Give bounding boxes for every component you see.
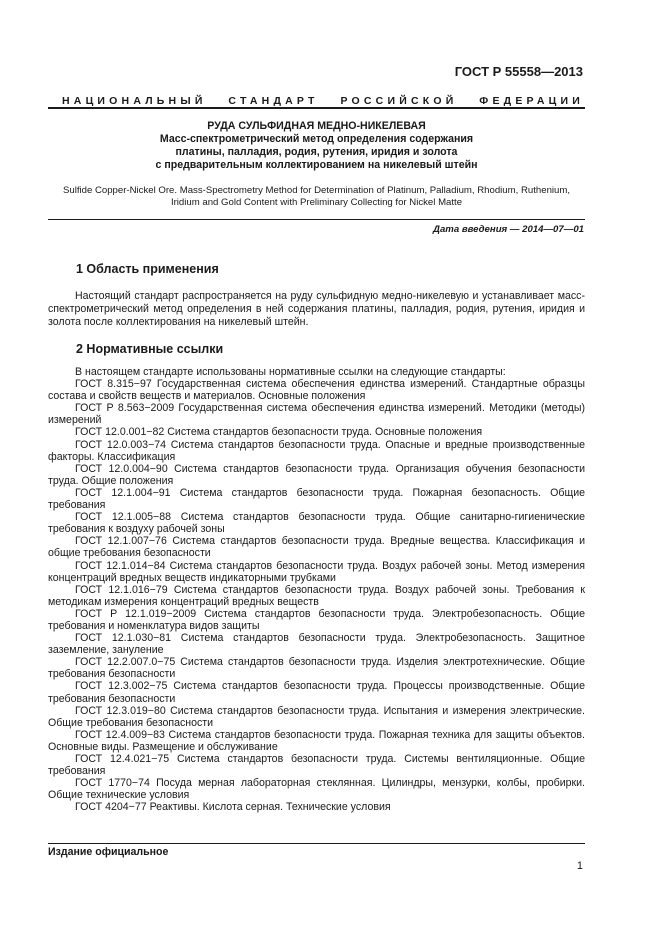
document-code: ГОСТ Р 55558—2013 xyxy=(454,64,583,79)
title-line: платины, палладия, родия, рутения, иридия и золота xyxy=(175,146,458,158)
page-number: 1 xyxy=(576,860,583,872)
reference-item: ГОСТ 12.3.019−80 Система стандартов безопасности труда. Испытания и измерения электрические. Общие требования безопасности xyxy=(48,704,585,729)
english-title-line: Iridium and Gold Content with Preliminary Collecting for Nickel Matte xyxy=(170,197,463,208)
reference-item: ГОСТ Р 8.563−2009 Государственная система обеспечения единства измерений. Методики (методы) измерений xyxy=(48,402,585,427)
reference-item: ГОСТ 12.1.005−88 Система стандартов безопасности труда. Общие санитарно-гигиенические требования к воздуху рабочей зоны xyxy=(48,511,585,536)
section-1-heading: 1 Область применения xyxy=(76,262,219,276)
title-divider xyxy=(48,219,585,220)
reference-item: ГОСТ 12.2.007.0−75 Система стандартов безопасности труда. Изделия электротехнические. Общие требования безопасности xyxy=(48,656,585,681)
reference-item: ГОСТ 12.0.004−90 Система стандартов безопасности труда. Организация обучения безопасности труда. Общие положения xyxy=(48,462,585,487)
banner-word: СТАНДАРТ xyxy=(228,95,319,107)
header-divider xyxy=(48,107,585,109)
banner-word: РОССИЙСКОЙ xyxy=(340,95,458,107)
banner-word: ФЕДЕРАЦИИ xyxy=(479,95,584,107)
title-main: РУДА СУЛЬФИДНАЯ МЕДНО-НИКЕЛЕВАЯ xyxy=(207,120,426,132)
reference-item: ГОСТ 12.1.004−91 Система стандартов безопасности труда. Пожарная безопасность. Общие требования xyxy=(48,486,585,512)
english-title-line: Sulfide Copper-Nickel Ore. Mass-Spectrometry Method for Determination of Platinum, Palladium, Rhodium, Ruthenium, xyxy=(62,185,571,196)
normative-references-list xyxy=(48,366,585,813)
title-line: с предварительным коллектированием на никелевый штейн xyxy=(155,159,478,171)
english-title xyxy=(48,185,585,209)
section-2-heading: 2 Нормативные ссылки xyxy=(76,342,224,356)
reference-item: ГОСТ 12.1.014−84 Система стандартов безопасности труда. Воздух рабочей зоны. Метод измерения концентраций вредных веществ индикаторными трубками xyxy=(48,559,585,584)
document-title xyxy=(48,120,585,172)
introduction-date: Дата введения — 2014—07—01 xyxy=(433,224,584,235)
reference-item: ГОСТ 12.0.001−82 Система стандартов безопасности труда. Основные положения xyxy=(75,426,483,439)
banner-word: НАЦИОНАЛЬНЫЙ xyxy=(62,95,207,107)
reference-item: ГОСТ 12.1.016−79 Система стандартов безопасности труда. Воздух рабочей зоны. Требования к методикам измерения концентраций вредных веществ xyxy=(48,583,585,608)
reference-item: ГОСТ 12.4.009−83 Система стандартов безопасности труда. Пожарная техника для защиты объектов. Основные виды. Размещение и обслуживание xyxy=(48,728,585,753)
references-intro: В настоящем стандарте использованы нормативные ссылки на следующие стандарты: xyxy=(75,366,506,378)
title-line: Масс-спектрометрический метод определения содержания xyxy=(159,133,474,145)
reference-item: ГОСТ Р 12.1.019−2009 Система стандартов безопасности труда. Электробезопасность. Общие требования и номенклатура видов защиты xyxy=(48,607,585,632)
section-1-body xyxy=(48,290,585,329)
official-edition-label: Издание официальное xyxy=(48,846,169,858)
footer-divider xyxy=(48,843,585,844)
reference-item: ГОСТ 12.1.030−81 Система стандартов безопасности труда. Электробезопасность. Защитное заземление, зануление xyxy=(48,632,585,657)
paragraph: Настоящий стандарт распространяется на руду сульфидную медно-никелевую и устанавливает масс-спектрометрический метод определения в ней содержания платины, палладия, родия, рутения, иридия и золота после коллектирования на никелевый штейн. xyxy=(48,290,585,328)
reference-item: ГОСТ 12.4.021−75 Система стандартов безопасности труда. Системы вентиляционные. Общие требования xyxy=(48,753,585,778)
reference-item: ГОСТ 12.0.003−74 Система стандартов безопасности труда. Опасные и вредные производственные факторы. Классификация xyxy=(48,438,585,463)
reference-item: ГОСТ 12.3.002−75 Система стандартов безопасности труда. Процессы производственные. Общие требования безопасности xyxy=(48,680,585,705)
national-standard-banner xyxy=(62,95,584,107)
reference-item: ГОСТ 4204−77 Реактивы. Кислота серная. Технические условия xyxy=(75,801,391,814)
reference-item: ГОСТ 1770−74 Посуда мерная лабораторная стеклянная. Цилиндры, мензурки, колбы, пробирки. Общие технические условия xyxy=(48,777,585,802)
reference-item: ГОСТ 8.315−97 Государственная система обеспечения единства измерений. Стандартные образцы состава и свойств веществ и материалов. Основные положения xyxy=(48,378,585,403)
reference-item: ГОСТ 12.1.007−76 Система стандартов безопасности труда. Вредные вещества. Классификация и общие требования безопасности xyxy=(48,535,585,560)
